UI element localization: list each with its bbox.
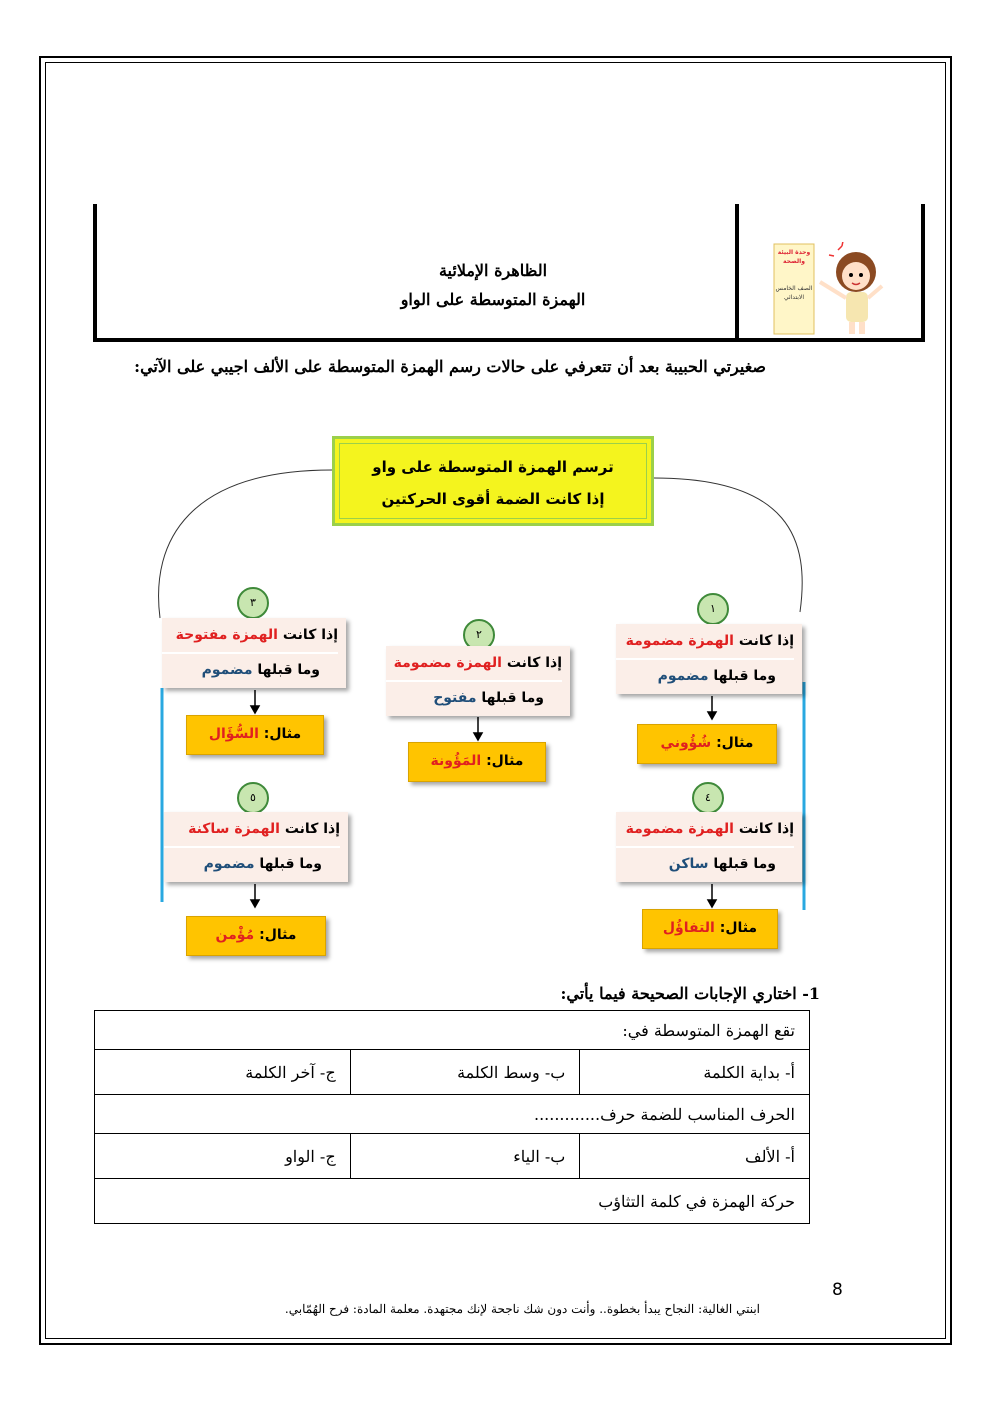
- case-before: مضموم: [201, 662, 253, 678]
- footer-note: ابنتي الغالية: النجاح يبدأ بخطوة.. وأنت دون شك ناجحة لإنك مجتهدة. معلمة المادة: فرح الهُمّابي.: [284, 1302, 760, 1316]
- case-before: مضموم: [657, 668, 709, 684]
- lesson-title-line1: الظاهرة الإملائية: [438, 261, 548, 280]
- question-text: الحرف المناسب للضمة حرف.............: [95, 1095, 810, 1134]
- logo-unit-text: وحدة البيئة والصحة: [777, 249, 811, 265]
- intro-text: صغيرتي الحبيبة بعد أن تتعرفي على حالات رسم الهمزة المتوسطة على الألف اجيبي على الآتي:: [134, 357, 766, 376]
- rule-title-box: [332, 436, 654, 526]
- case-number-badge: ٢: [463, 619, 495, 651]
- example-word: التفاؤُل: [662, 920, 715, 936]
- lesson-title-line2: الهمزة المتوسطة على الواو: [400, 290, 586, 309]
- example-box: مثال: المَؤُونة: [408, 742, 546, 782]
- case-hamza: الهمزة مضمومة: [625, 633, 734, 649]
- option-cell[interactable]: أ- بداية الكلمة: [580, 1050, 810, 1095]
- case-number-badge: ٤: [692, 782, 724, 814]
- example-box: مثال: السُّؤَال: [186, 715, 324, 755]
- option-cell[interactable]: ج- آخر الكلمة: [95, 1050, 351, 1095]
- option-cell[interactable]: ب- وسط الكلمة: [350, 1050, 580, 1095]
- case-hamza: الهمزة مفتوحة: [175, 627, 278, 643]
- question-text: تقع الهمزة المتوسطة في:: [95, 1011, 810, 1050]
- case-hamza: الهمزة ساكنة: [188, 821, 280, 837]
- case-box: إذا كانت الهمزة ساكنة وما قبلها مضموم: [164, 812, 348, 882]
- case-before: مفتوح: [433, 690, 477, 706]
- case-box: إذا كانت الهمزة مفتوحة وما قبلها مضموم: [162, 618, 346, 688]
- example-word: شُؤُوني: [660, 735, 712, 751]
- case-before: مضموم: [203, 856, 255, 872]
- example-box: مثال: التفاؤُل: [642, 909, 778, 949]
- example-word: السُّؤَال: [208, 726, 259, 742]
- question1-heading: 1- اختاري الإجابات الصحيحة فيما يأتي:: [560, 984, 820, 1003]
- case-before: ساكن: [668, 856, 709, 872]
- case-hamza: الهمزة مضمومة: [393, 655, 502, 671]
- question-text: حركة الهمزة في كلمة التثاؤب: [95, 1179, 810, 1224]
- case-box: إذا كانت الهمزة مضمومة وما قبلها مضموم: [616, 624, 802, 694]
- rule-title-line2: إذا كانت الضمة أقوى الحركتين: [381, 490, 605, 508]
- case-box: إذا كانت الهمزة مضمومة وما قبلها ساكن: [616, 812, 802, 882]
- logo-grade-text: الصف الخامس الابتدائي: [775, 285, 813, 301]
- example-box: مثال: شُؤُوني: [637, 724, 777, 764]
- rule-title-line1: ترسم الهمزة المتوسطة على واو: [372, 458, 614, 476]
- example-box: مثال: مُؤْمن: [186, 916, 326, 956]
- example-word: المَؤُونة: [430, 753, 482, 769]
- case-number-badge: ١: [697, 593, 729, 625]
- case-box: إذا كانت الهمزة مضمومة وما قبلها مفتوح: [386, 646, 570, 716]
- option-cell[interactable]: ب- الياء: [350, 1134, 580, 1179]
- question1-table: [94, 1010, 810, 1224]
- page-number: 8: [832, 1280, 843, 1300]
- case-number-badge: ٣: [237, 587, 269, 619]
- example-word: مُؤْمن: [215, 927, 255, 943]
- option-cell[interactable]: أ- الألف: [580, 1134, 810, 1179]
- case-hamza: الهمزة مضمومة: [625, 821, 734, 837]
- case-number-badge: ٥: [237, 782, 269, 814]
- option-cell[interactable]: ج- الواو: [95, 1134, 351, 1179]
